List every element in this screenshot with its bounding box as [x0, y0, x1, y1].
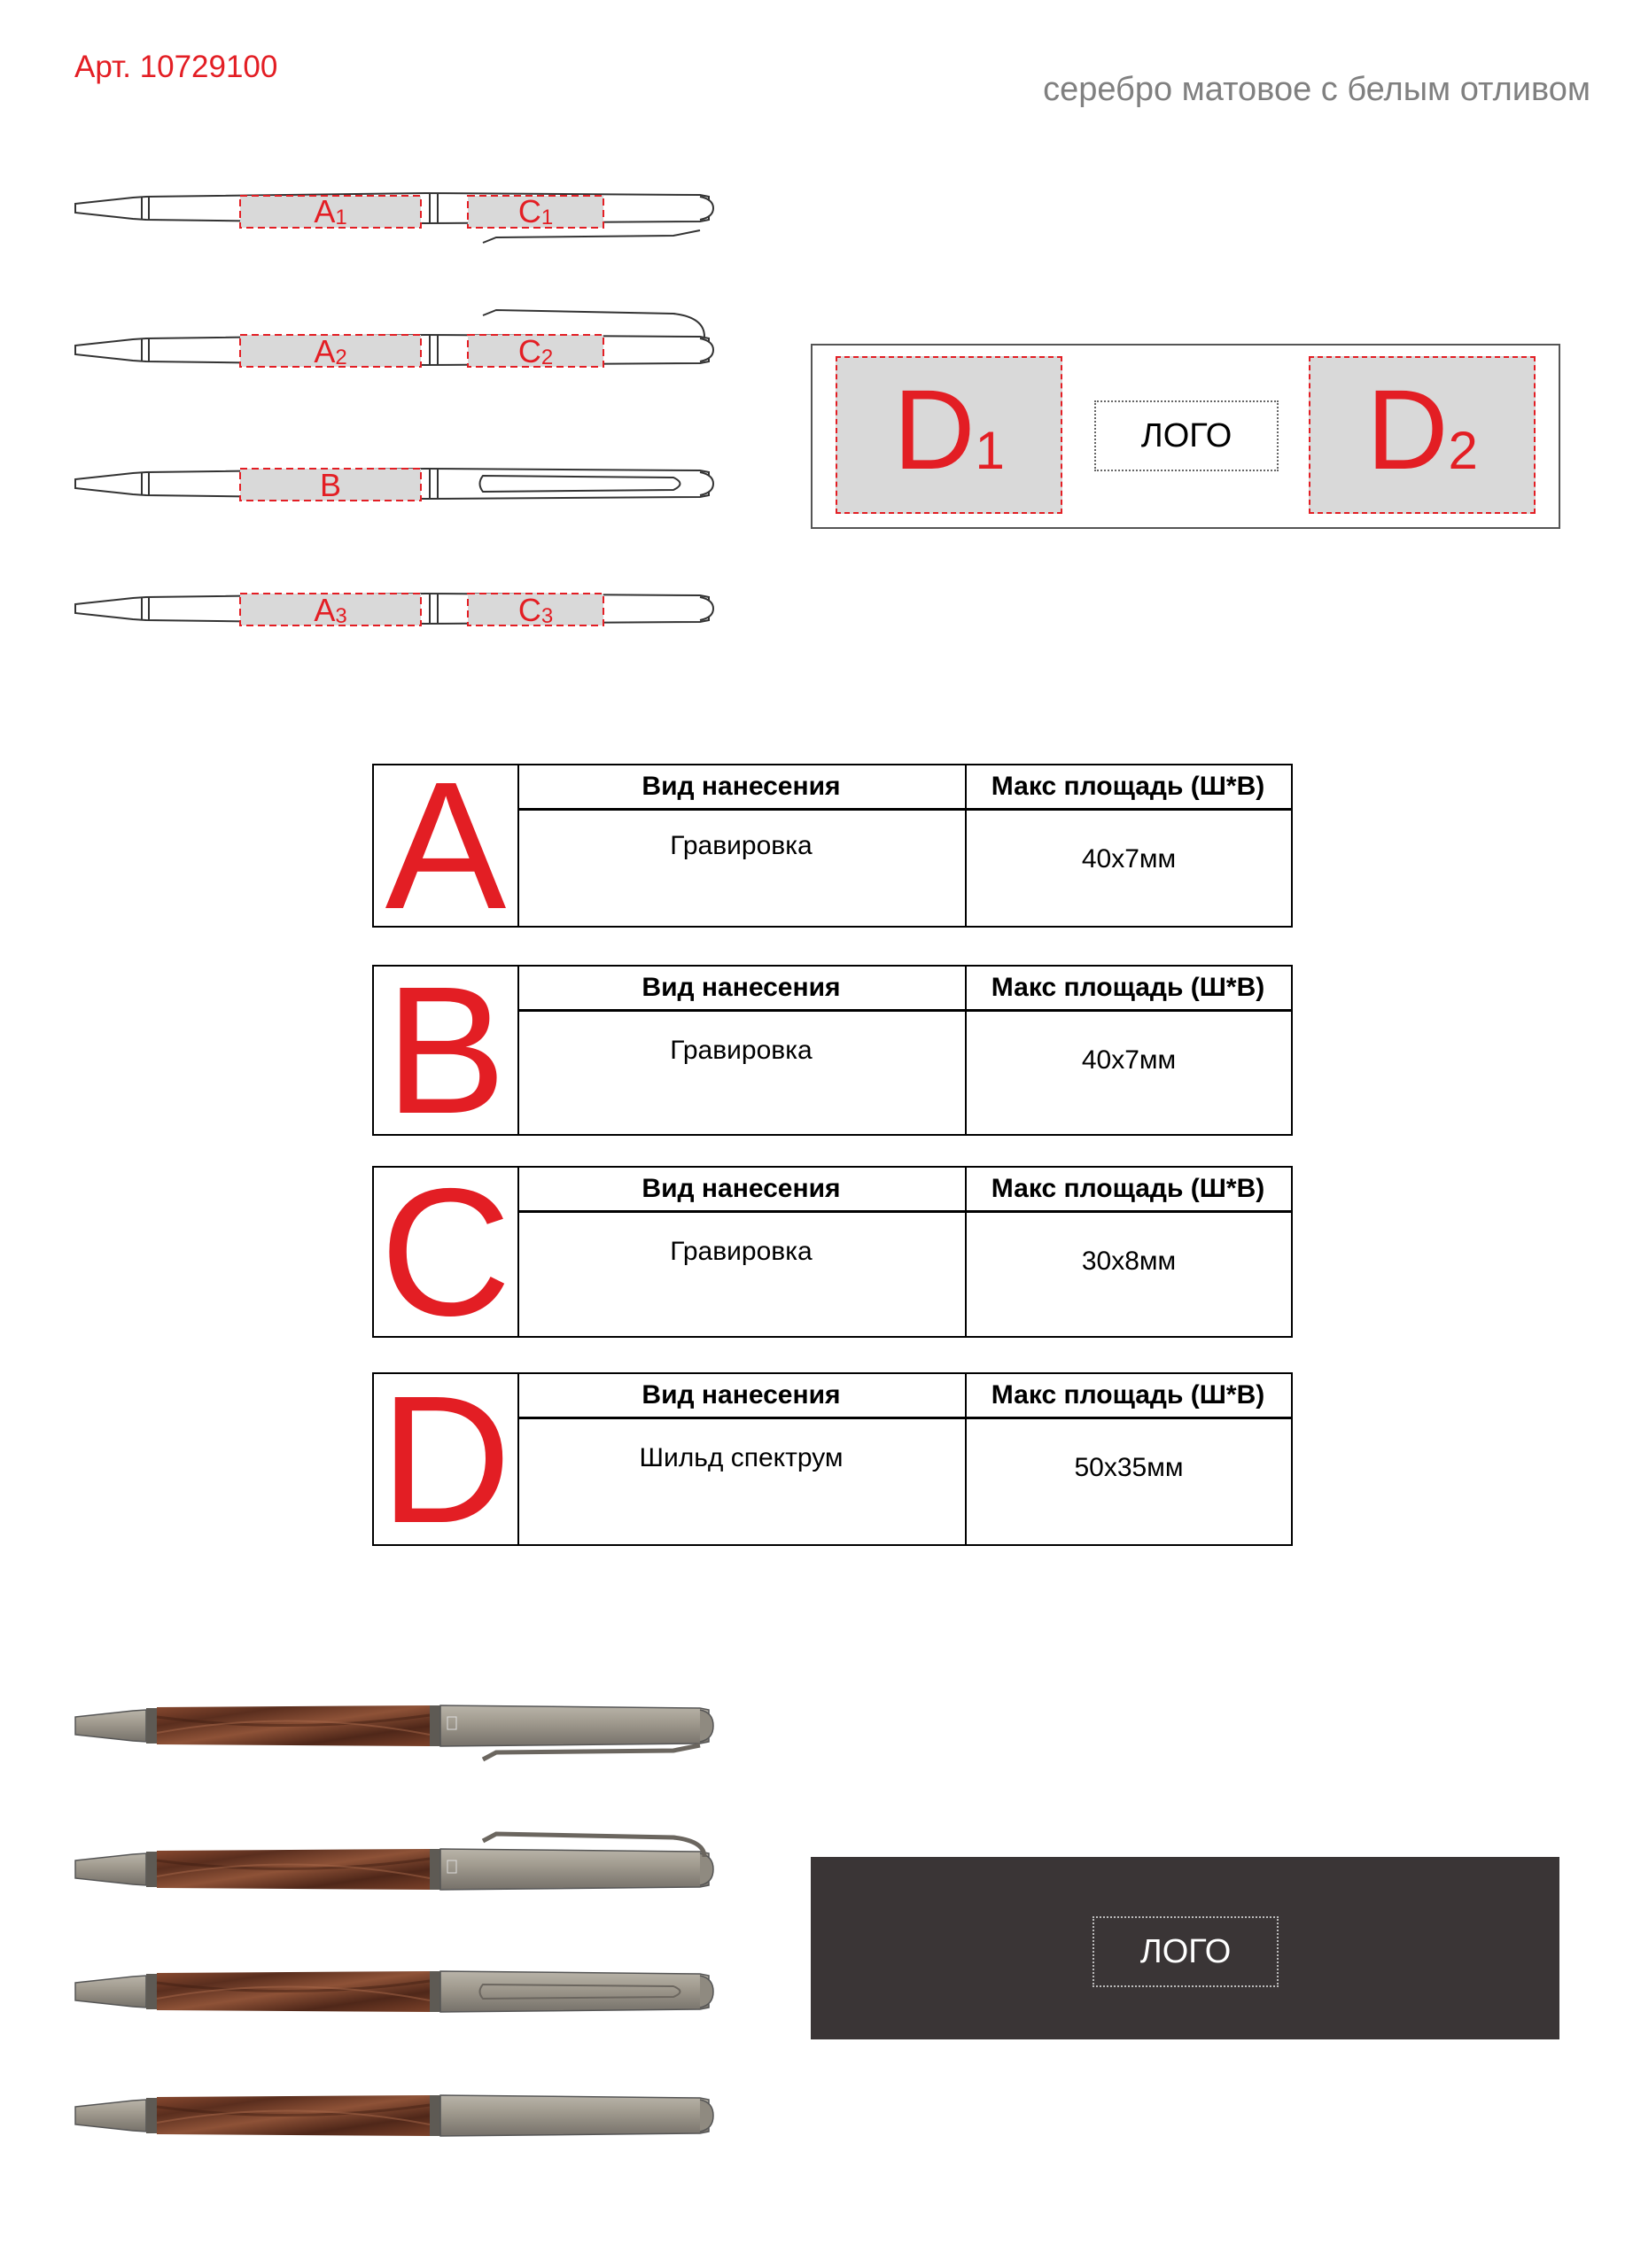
method-header: Вид нанесения	[642, 772, 841, 801]
zone-label-c2: $C_2$	[517, 333, 554, 369]
area-value: 30х8мм	[1081, 1247, 1177, 1276]
table-zone-c	[372, 1150, 1293, 1354]
area-header: Макс площадь (Ш*В)	[991, 772, 1265, 801]
area-header: Макс площадь (Ш*В)	[991, 1380, 1265, 1410]
area-header: Макс площадь (Ш*В)	[991, 973, 1265, 1002]
table-header-row	[517, 765, 1291, 811]
pen-colored-3	[75, 1971, 713, 2012]
pen-colored-2	[75, 1834, 713, 1890]
zone-label-c3: $C_3$	[517, 592, 554, 628]
table-letter: B	[374, 967, 519, 1134]
table-letter: D	[374, 1374, 519, 1544]
pen-colored-4	[75, 2095, 713, 2136]
method-header: Вид нанесения	[642, 973, 841, 1002]
table-header-row	[517, 1168, 1291, 1213]
zone-label-a3: $A_3$	[314, 592, 347, 628]
finish-description: серебро матовое с белым отливом	[1043, 71, 1590, 108]
zone-d2	[1309, 356, 1536, 514]
method-value: Шильд спектрум	[639, 1443, 844, 1472]
table-zone-a	[372, 744, 1293, 947]
area-value: 40х7мм	[1081, 844, 1177, 874]
plate-diagram	[811, 344, 1560, 529]
zone-label-d2: D2	[1366, 367, 1478, 493]
zone-label-a2: $A_2$	[314, 333, 347, 369]
plate-logo: ЛОГО	[1094, 400, 1279, 471]
table-header-row	[517, 1374, 1291, 1419]
table-zone-b	[372, 949, 1293, 1152]
method-value: Гравировка	[670, 831, 813, 860]
area-header: Макс площадь (Ш*В)	[991, 1174, 1265, 1203]
method-header: Вид нанесения	[642, 1174, 841, 1203]
method-header: Вид нанесения	[642, 1380, 841, 1410]
table-letter: C	[374, 1168, 519, 1336]
table-zone-d	[372, 1357, 1293, 1561]
colored-pens	[0, 1666, 797, 2162]
zone-label-c1: $C_1$	[517, 193, 554, 229]
method-value: Гравировка	[670, 1237, 813, 1266]
zone-d1	[836, 356, 1062, 514]
method-value: Гравировка	[670, 1036, 813, 1065]
zone-label-a1: $A_1$	[314, 193, 347, 229]
zone-label-d1: D1	[893, 367, 1005, 493]
pen-colored-1	[75, 1705, 713, 1759]
area-value: 40х7мм	[1081, 1045, 1177, 1075]
zone-label-b: B	[319, 467, 341, 503]
area-value: 50х35мм	[1074, 1453, 1184, 1482]
table-letter: A	[374, 765, 519, 926]
dark-plate-logo: ЛОГО	[1093, 1916, 1279, 1987]
article-number: Арт. 10729100	[74, 50, 278, 84]
table-header-row	[517, 967, 1291, 1012]
